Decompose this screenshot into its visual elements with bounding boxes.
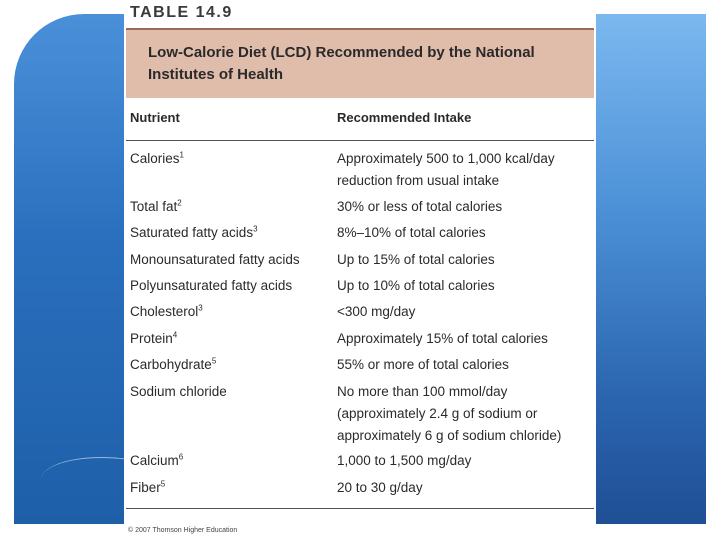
footnote-marker: 4 — [172, 330, 178, 340]
intake-cell: 30% or less of total calories — [337, 199, 503, 214]
column-header-recommended-intake: Recommended Intake — [337, 110, 472, 125]
nutrient-cell: Protein$^4$ — [130, 330, 178, 346]
copyright-text: © 2007 Thomson Higher Education — [128, 527, 238, 534]
intake-cell: Approximately 15% of total calories — [337, 331, 548, 346]
table-label: TABLE 14.9 — [130, 4, 233, 21]
footnote-marker: 2 — [177, 198, 182, 208]
intake-cell: 55% or more of total calories — [337, 357, 509, 372]
intake-cell: <300 mg/day — [337, 304, 416, 319]
nutrient-cell: Calories$^1$ — [130, 150, 184, 166]
intake-cell: Up to 15% of total calories — [337, 252, 495, 267]
footnote-marker: 5 — [211, 356, 217, 366]
intake-cell: 1,000 to 1,500 mg/day — [337, 453, 472, 468]
table-title-bar — [126, 28, 594, 98]
nutrient-cell: Carbohydrate$^5$ — [130, 356, 217, 372]
table-title: Low-Calorie Diet (LCD) Recommended by the National Institutes of Health — [148, 44, 535, 83]
nutrient-cell: Fiber$^5$ — [130, 479, 166, 495]
intake-cell: No more than 100 mmol/day (approximately 2.4 g of sodium or approximately 6 g of sodium chloride) — [337, 384, 562, 443]
footnote-marker: 3 — [198, 303, 203, 313]
footnote-marker: 1 — [179, 150, 184, 160]
nutrient-cell: Saturated fatty acids$^3$ — [130, 224, 258, 240]
nutrient-cell: Polyunsaturated fatty acids — [130, 278, 293, 293]
nutrient-cell: Cholesterol$^3$ — [130, 303, 203, 319]
intake-cell: Approximately 500 to 1,000 kcal/day reduction from usual intake — [337, 151, 555, 188]
nutrient-cell: Monounsaturated fatty acids — [130, 252, 300, 267]
nutrient-cell: Sodium chloride — [130, 384, 227, 399]
table-header-row — [126, 98, 594, 141]
intake-cell: 20 to 30 g/day — [337, 480, 423, 495]
intake-cell: Up to 10% of total calories — [337, 278, 495, 293]
footnote-marker: 6 — [178, 452, 184, 462]
column-header-nutrient: Nutrient — [130, 110, 180, 125]
table-panel — [124, 0, 596, 540]
footnote-marker: 3 — [253, 224, 258, 234]
nutrient-cell: Calcium$^6$ — [130, 452, 184, 468]
footnote-marker: 5 — [160, 479, 166, 489]
table-bottom-rule — [126, 508, 594, 509]
intake-cell: 8%–10% of total calories — [337, 225, 486, 240]
nutrient-cell: Total fat$^2$ — [130, 198, 182, 214]
